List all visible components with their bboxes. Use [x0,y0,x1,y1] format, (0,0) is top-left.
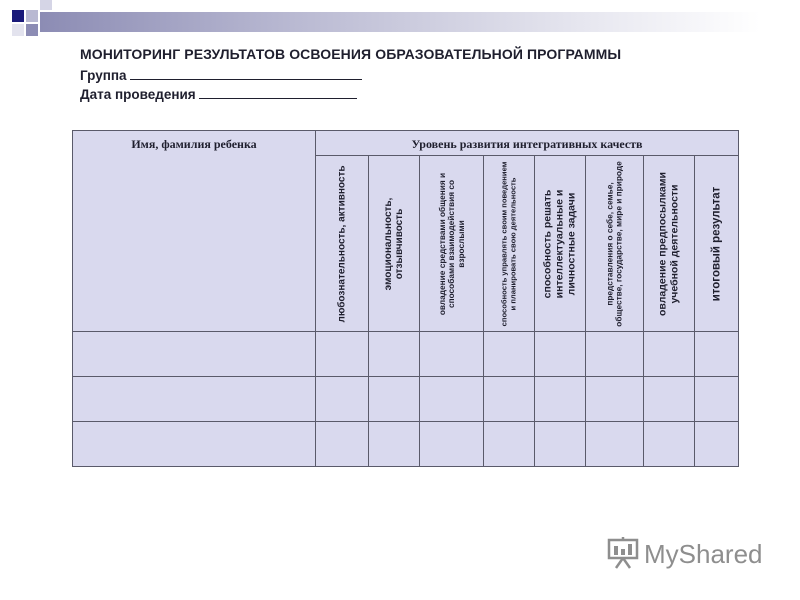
column-header-label: эмоциональность, отзывчивость [382,197,405,290]
table-row [73,422,739,467]
column-header-label: итоговый результат [710,186,723,301]
page-title: МОНИТОРИНГ РЕЗУЛЬТАТОВ ОСВОЕНИЯ ОБРАЗОВАТЕЛЬНОЙ ПРОГРАММЫ [80,46,622,62]
table-cell[interactable] [484,332,535,377]
table-cell[interactable] [316,377,369,422]
date-blank [199,86,357,99]
table-cell[interactable] [535,422,586,467]
column-header [316,156,369,332]
column-header-label: способность управлять своим поведением и планировать свою деятельность [499,161,517,326]
table-cell[interactable] [369,377,420,422]
table-cell[interactable] [484,422,535,467]
table-cell[interactable] [369,422,420,467]
date-line [80,86,357,102]
decor-square [40,0,52,10]
column-header-label: способность решать интеллектуальные и личностные задачи [541,189,577,298]
level-header: Уровень развития интегративных качеств [316,131,739,156]
decor-square [12,24,24,36]
table-cell[interactable] [695,422,739,467]
table-cell[interactable] [644,332,695,377]
table-cell[interactable] [420,377,484,422]
column-header [695,156,739,332]
column-header [420,156,484,332]
table-cell[interactable] [420,422,484,467]
column-header [369,156,420,332]
name-cell[interactable] [73,332,316,377]
group-label: Группа [80,68,127,83]
table-cell[interactable] [586,332,644,377]
column-header-label: представления о себе, семье, обществе, государстве, мире и природе [604,160,624,327]
table-cell[interactable] [316,422,369,467]
column-header [644,156,695,332]
table-cell[interactable] [420,332,484,377]
table-cell[interactable] [644,377,695,422]
watermark-text: MyShared [644,539,763,569]
decor-square [26,10,38,22]
table-cell[interactable] [644,422,695,467]
column-header-label: овладение средствами общения и способами взаимодействия со взрослыми [436,172,466,315]
table-row [73,332,739,377]
monitoring-table [72,130,739,467]
name-header: Имя, фамилия ребенка [73,131,316,332]
table-cell[interactable] [369,332,420,377]
name-cell[interactable] [73,377,316,422]
table-cell[interactable] [586,377,644,422]
table-cell[interactable] [695,332,739,377]
table-cell[interactable] [535,332,586,377]
table-row [73,377,739,422]
column-header [535,156,586,332]
table-cell[interactable] [316,332,369,377]
header-row-top [73,131,739,156]
presentation-board-icon [606,536,640,570]
table-cell[interactable] [695,377,739,422]
table-cell[interactable] [586,422,644,467]
table-cell[interactable] [484,377,535,422]
decor-gradient-bar [40,12,760,32]
table-cell[interactable] [535,377,586,422]
name-cell[interactable] [73,422,316,467]
date-label: Дата проведения [80,87,196,102]
column-header-label: любознательность, активность [336,165,348,323]
decor-square [26,24,38,36]
column-header [484,156,535,332]
column-header [586,156,644,332]
group-blank [130,67,362,80]
decor-square [12,10,24,22]
group-line [80,67,362,83]
column-header-label: овладение предпосылками учебной деятельности [656,171,680,316]
